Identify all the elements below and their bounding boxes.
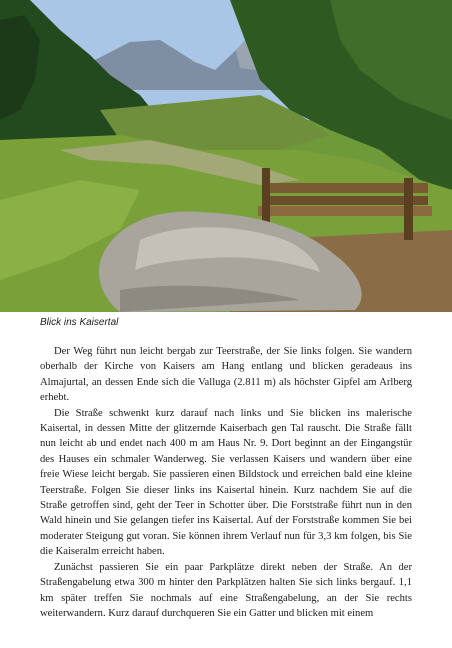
photo-illustration — [0, 0, 452, 312]
paragraph: Der Weg führt nun leicht bergab zur Teerstraße, der Sie links folgen. Sie wandern oberhalb der Kirche von Kaisers am Hang entlang und blicken geradeaus ins Almajurtal, an dessen Ende sich die Valluga (2.811 m) als höchster Gipfel am Arlberg erhebt. — [40, 346, 412, 404]
paragraph: Die Straße schwenkt kurz darauf nach links und Sie blicken ins malerische Kaisertal, in dessen Mitte der glitzernde Kaiserbach gen Tal rauscht. Die Straße fällt nun leicht ab und endet nach 400 m am Haus Nr. 9. Dort beginnt an der Eingangstür des Hauses ein schmaler Wanderweg. Sie verlassen Kaisers und wandern über eine freie Wiese leicht bergab. Sie passieren einen Bildstock und erreichen bald eine kleine Teerstraße. Folgen Sie dieser links ins Kaisertal hinein. Kurz nachdem Sie auf die Straße getroffen sind, geht der Teer in Schotter über. Die Forststraße führt nun in den Wald hinein und Sie gelangen tiefer ins Kaisertal. Auf der Forststraße kommen Sie bei moderater Steigung gut voran. Sie können ihrem Verlauf nun für 3,3 km folgen, bis Sie die Kaiseralm erreicht haben. — [40, 407, 412, 558]
photo-caption: Blick ins Kaisertal — [40, 317, 119, 328]
landscape-photo — [0, 0, 452, 312]
paragraph: Zunächst passieren Sie ein paar Parkplätze direkt neben der Straße. An der Straßengabelung etwa 300 m hinter den Parkplätzen halten Sie sich links bergauf. 1,1 km später treffen Sie nochmals auf eine Straßengabelung, an der Sie rechts weiterwandern. Kurz darauf durchqueren Sie ein Gatter und blicken mit einem — [40, 561, 412, 619]
article-body — [40, 344, 412, 621]
